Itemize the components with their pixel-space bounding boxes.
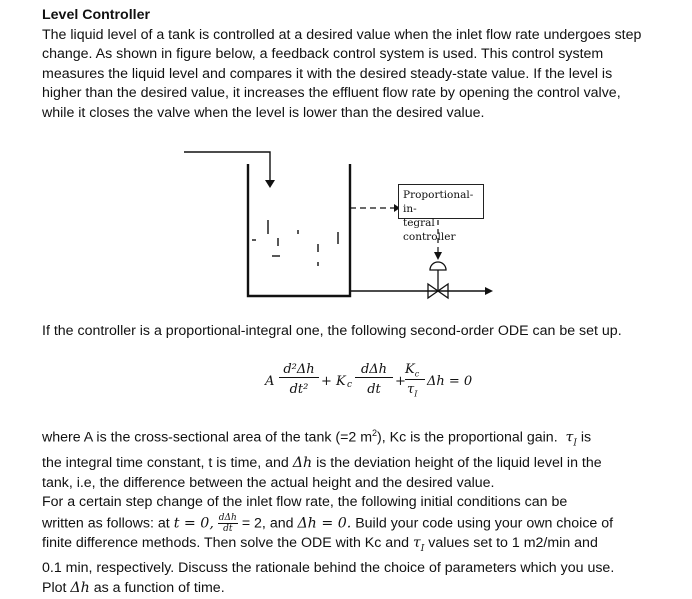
page-title: Level Controller <box>42 7 151 23</box>
eq-den3: $\tau_I$ <box>407 382 418 399</box>
intro-paragraph: The liquid level of a tank is controlled at a desired value when the inlet flow rate undergoes step change. As shown in figure below, a feedback control system is used. This control system measures the liquid level and compares it with the desired steady-state value. If the level is higher than the desired value, it increases the effluent flow rate by opening the control valve, while it closes the valve when the level is lower than the desired value. <box>42 26 642 121</box>
eq-sub-c1: c <box>347 380 353 390</box>
eq-num3: $K_c$ <box>405 362 425 380</box>
eq-num2: dΔh <box>355 362 393 378</box>
controller-paragraph: If the controller is a proportional-integral one, the following second-order ODE can be set up. <box>42 323 622 339</box>
ode-equation <box>265 362 525 404</box>
eq-den1: dt² <box>289 382 309 397</box>
tank-wall <box>248 164 350 296</box>
eq-tail: Δh = 0 <box>427 374 473 389</box>
explanation-paragraph: where A is the cross-sectional area of the tank (=2 $m^2$), Kc is the proportional gain. $\tau_I$ is the integral time constant, t is time, and Δh is the deviation height of the liquid level in the tank, i.e, the difference between the actual height and the desired value. For a certain step change of the inlet flow rate, the following initial conditions can be written as follows: at t = 0, $\frac{\text{dΔh}}{dt}$ = 2, and Δh = 0. Build your code using your own choice of finite difference methods. Then solve the ODE with Kc and $\tau_I$ values set to 1 m2/min and 0.1 min, respectively. Discuss the rationale behind the choice of parameters which you use. Plot Δh as a function of time. <box>42 428 615 596</box>
eq-A: A <box>265 374 275 389</box>
controller-label-2: tegral controller <box>403 217 456 243</box>
eq-plus1: + K <box>321 374 346 389</box>
document-body <box>42 6 652 124</box>
pi-controller-box <box>398 184 484 243</box>
eq-plus2: + <box>395 374 406 389</box>
controller-label-1: Proportional-in- <box>403 189 474 215</box>
eq-den2: dt <box>367 382 381 397</box>
inlet-pipe <box>184 152 270 184</box>
inlet-arrow <box>265 180 275 188</box>
valve-actuator <box>430 262 446 270</box>
eq-num1: d²Δh <box>279 362 319 378</box>
dhdt-fraction: $\frac{\text{dΔh}}{dt}$ <box>218 512 237 534</box>
